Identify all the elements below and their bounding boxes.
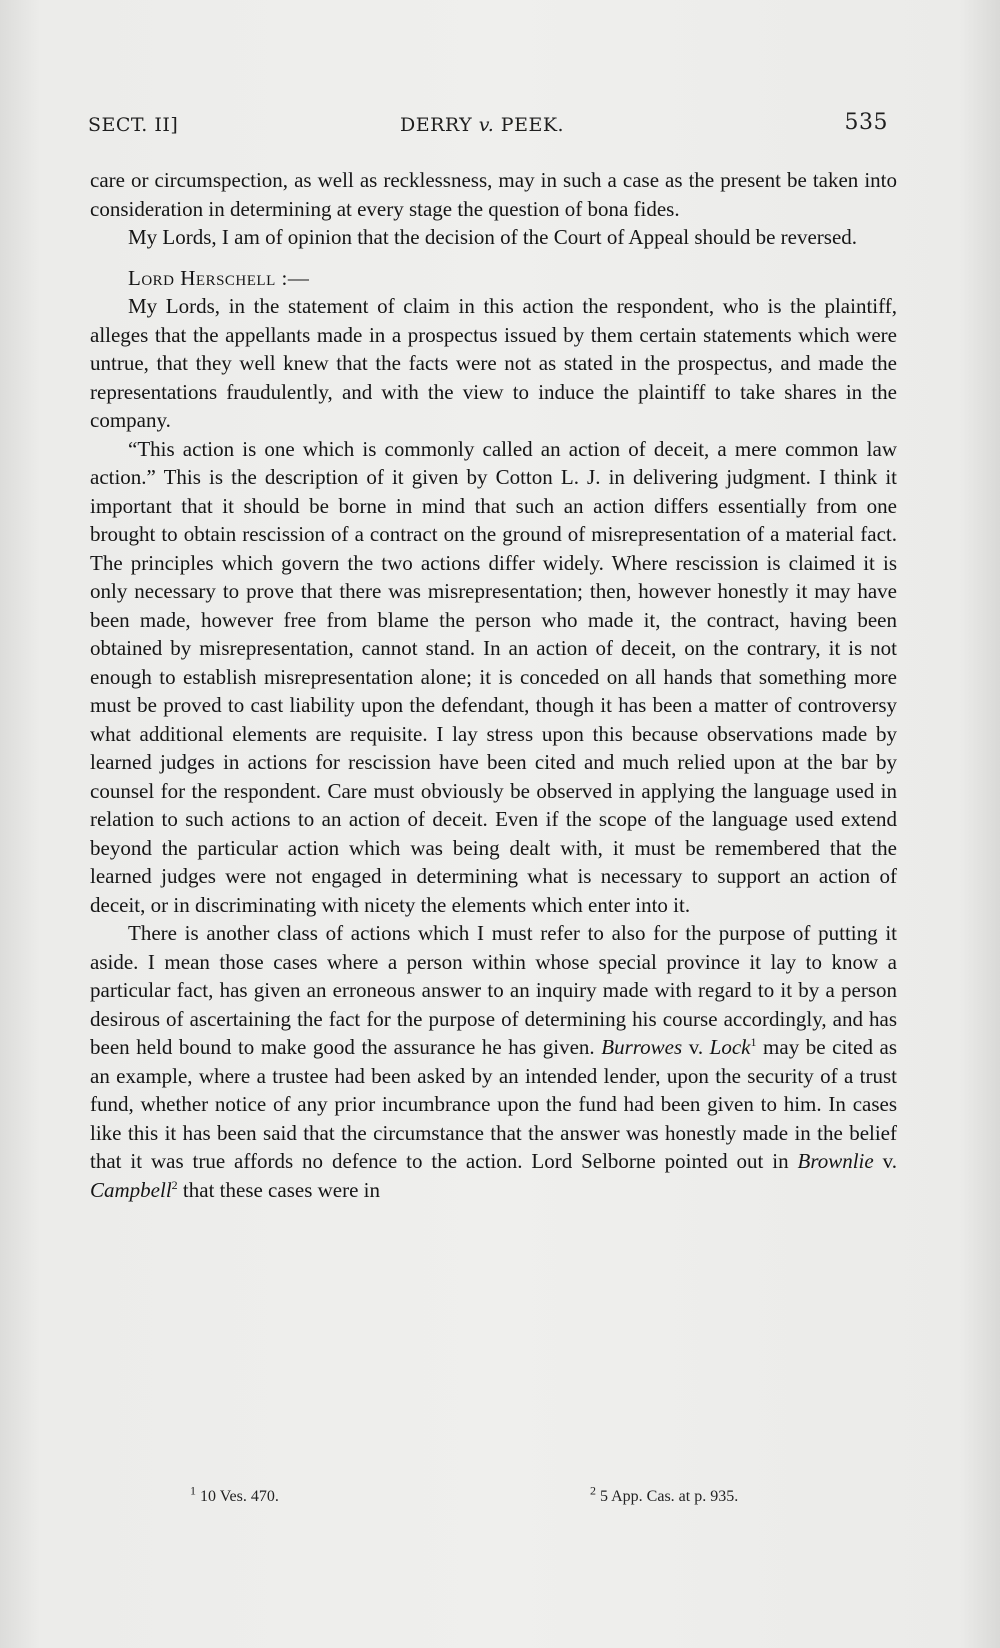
paragraph-3: My Lords, in the statement of claim in this action the respondent, who is the plaintiff, alleges that the appellants made in a prospectus issued by them certain statements which were untrue, that they well knew that the facts were not as stated in the prospectus, and made the representations fraudulently, and with the view to induce the plaintiff to take shares in the company. bbox=[90, 294, 897, 432]
speaker-heading: Lord Herschell :— bbox=[128, 265, 310, 290]
footnote-1-mark: 1 bbox=[190, 1483, 196, 1498]
footnote-1-text: 10 Ves. 470. bbox=[196, 1488, 279, 1505]
paragraph-5-part-b: may be cited as an example, where a trustee had been asked by an intended lender, upon the security of a trust fund, whether notice of any prior incumbrance upon the fund had been given to him. In cases like this it has been said that the circumstance that the answer was honestly made in the belief that it was true affords no defence to the action. Lord Selborne pointed out in bbox=[90, 1035, 898, 1173]
footnote-2-text: 5 App. Cas. at p. 935. bbox=[596, 1488, 739, 1505]
case-cite-brownlie: Brownlie bbox=[797, 1149, 874, 1173]
footnote-2-mark: 2 bbox=[590, 1483, 596, 1498]
section-label: SECT. II] bbox=[88, 114, 179, 136]
footnote-ref-2: 2 bbox=[171, 1177, 178, 1192]
paragraph-4: “This action is one which is commonly called an action of deceit, a mere common law action.” This is the description of it given by Cotton L. J. in delivering judgment. I think it important that it should be borne in mind that such an action differs essentially from one brought to obtain rescission of a contract on the ground of misrepresentation of a material fact. The principles which govern the two actions differ widely. Where rescission is claimed it is only necessary to prove that there was misrepresentation; then, however honestly it may have been made, however free from blame the person who made it, the contract, having been obtained by misrepresentation, cannot stand. In an action of deceit, on the contrary, it is not enough to establish misrepresentation alone; it is conceded on all hands that something more must be proved to cast liability upon the defendant, though it has been a matter of controversy what additional elements are requisite. I lay stress upon this because observations made by learned judges in actions for rescission have been cited and much relied upon at the bar by counsel for the respondent. Care must obviously be observed in applying the language used in relation to such actions to an action of deceit. Even if the scope of the language used extend beyond the particular action which was being dealt with, it must be remembered that the learned judges were not engaged in determining what is necessary to support an action of deceit, or in discriminating with nicety the elements which enter into it. bbox=[90, 436, 897, 917]
footnote-ref-1: 1 bbox=[750, 1035, 757, 1049]
paragraph-5 bbox=[90, 919, 897, 1204]
case-title-left: DERRY bbox=[400, 114, 479, 136]
spacer bbox=[90, 252, 897, 264]
case-cite-v: v. bbox=[682, 1035, 710, 1059]
case-cite-v-2: v. bbox=[873, 1149, 898, 1173]
paragraph-2: My Lords, I am of opinion that the decision of the Court of Appeal should be reversed. bbox=[128, 225, 858, 249]
running-head bbox=[88, 108, 888, 142]
paragraph-5-part-a: There is another class of actions which I must refer to also for the purpose of putting it aside. I mean those cases where a person within whose special province it lay to know a particular fact, has given an erroneous answer to an inquiry made with regard to it by a person desirous of ascertaining the fact for the purpose of determining his course accordingly, and has been held bound to make good the assurance he has given. bbox=[90, 921, 897, 1059]
case-cite-campbell: Campbell bbox=[90, 1177, 172, 1202]
paragraph-5-part-c: that these cases were in bbox=[177, 1177, 381, 1202]
main-text bbox=[90, 166, 897, 1204]
paragraph-1: care or circumspection, as well as recklessness, may in such a case as the present be taken into consideration in determining at every stage the question of bona fides. bbox=[90, 168, 897, 221]
case-title-v: v. bbox=[478, 114, 495, 136]
case-cite-burrowes: Burrowes bbox=[601, 1035, 683, 1059]
case-cite-lock: Lock bbox=[709, 1035, 751, 1059]
footnote-2 bbox=[590, 1483, 739, 1506]
case-title-right: PEEK. bbox=[494, 114, 565, 136]
footnote-1 bbox=[190, 1483, 279, 1506]
page-number: 535 bbox=[844, 110, 888, 135]
case-title bbox=[400, 114, 564, 136]
